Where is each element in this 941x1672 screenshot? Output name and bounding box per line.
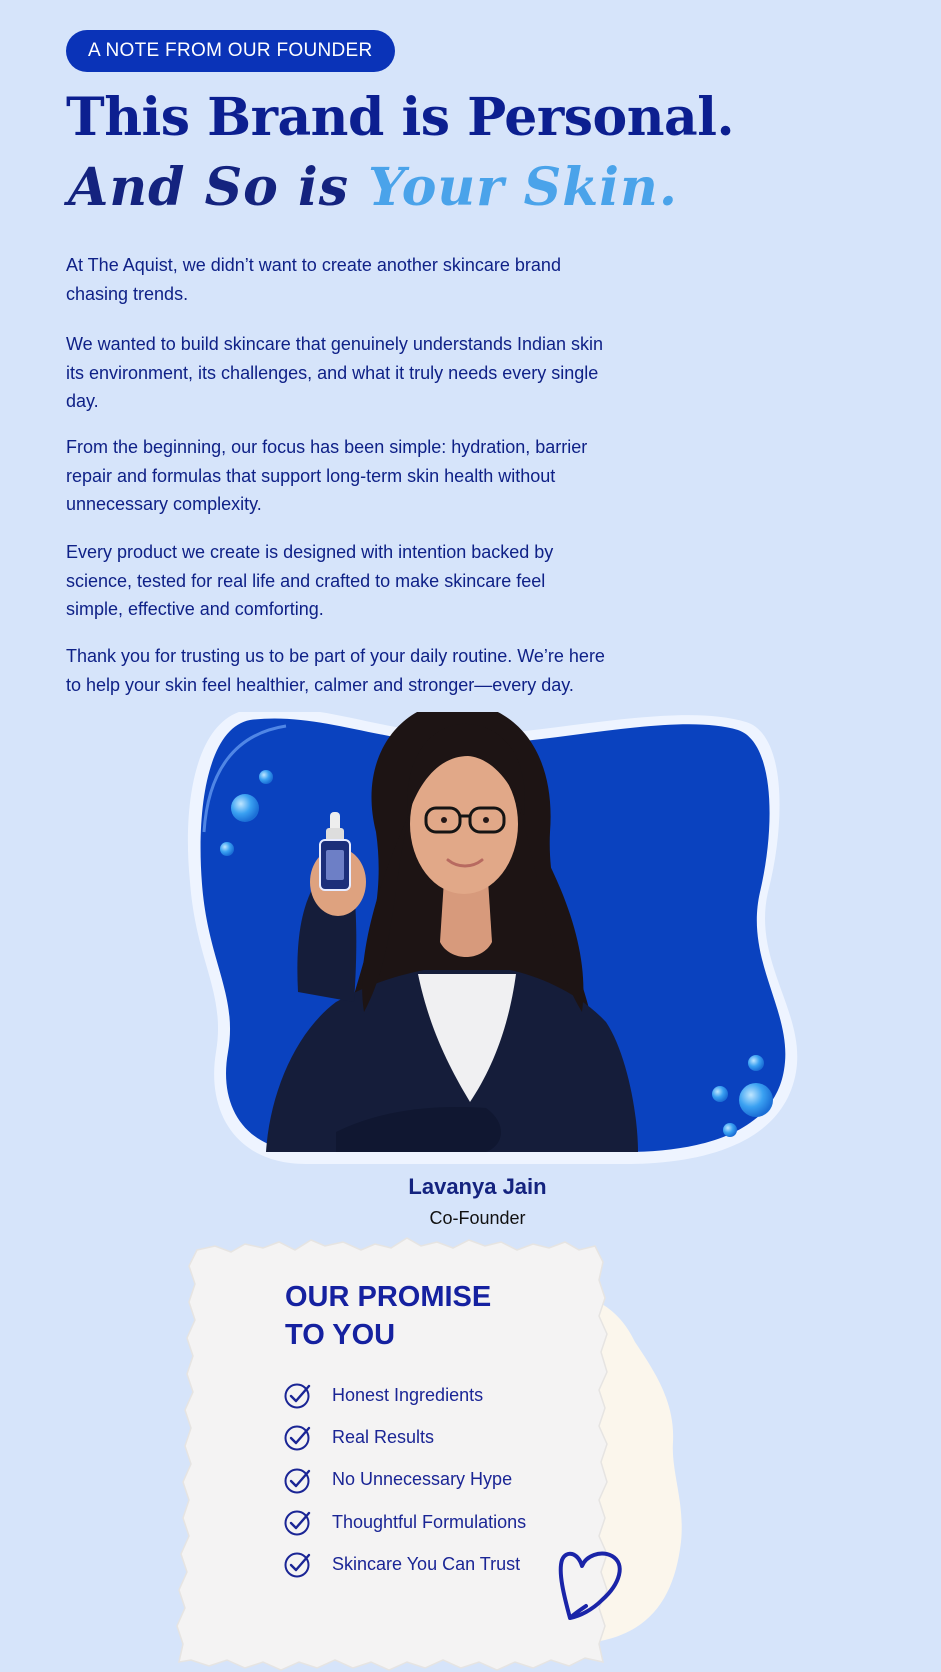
promise-item-label: Honest Ingredients — [332, 1384, 484, 1405]
heart-doodle-icon — [556, 1548, 626, 1624]
check-circle-icon — [284, 1423, 312, 1451]
promise-title-line-2: TO YOU — [285, 1319, 396, 1351]
check-circle-icon — [284, 1381, 312, 1409]
founder-paragraph-3: From the beginning, our focus has been simple: hydration, barrier repair and formulas that support long-term skin health without unnecessary complexity. — [66, 437, 588, 514]
subheadline-part-1: And So is — [68, 157, 369, 218]
founder-photo — [186, 712, 806, 1172]
badge-label: A NOTE FROM OUR FOUNDER — [88, 40, 373, 61]
check-circle-icon — [284, 1550, 312, 1578]
founder-paragraph-1: At The Aquist, we didn’t want to create another skincare brand chasing trends. — [66, 255, 561, 304]
founder-note-badge — [66, 30, 395, 72]
promise-list — [284, 1374, 526, 1585]
list-item — [284, 1501, 526, 1543]
founder-paragraph-2: We wanted to build skincare that genuinely understands Indian skin its environment, its challenges, and what it truly needs every single day. — [66, 334, 604, 411]
founder-name: Lavanya Jain — [408, 1174, 547, 1199]
promise-item-label: Real Results — [332, 1426, 435, 1447]
list-item — [284, 1416, 526, 1458]
promise-title — [285, 1278, 491, 1354]
promise-item-label: Skincare You Can Trust — [332, 1553, 521, 1574]
promise-title-line-1: OUR PROMISE — [285, 1281, 492, 1313]
founder-role: Co-Founder — [429, 1208, 526, 1228]
page-subheadline — [68, 158, 678, 218]
list-item — [284, 1459, 526, 1501]
check-circle-icon — [284, 1508, 312, 1536]
list-item — [284, 1543, 526, 1585]
founder-paragraph-5: Thank you for trusting us to be part of your daily routine. We’re here to help your skin feel healthier, calmer and stronger—every day. — [66, 646, 605, 695]
founder-paragraph-4: Every product we create is designed with intention backed by science, tested for real life and crafted to make skincare feel simple, effective and comforting. — [66, 542, 554, 619]
subheadline-part-2: Your Skin. — [368, 157, 678, 218]
promise-item-label: No Unnecessary Hype — [332, 1469, 513, 1490]
founder-photo-illustration — [186, 712, 806, 1172]
list-item — [284, 1374, 526, 1416]
page-headline: This Brand is Personal. — [66, 87, 735, 148]
promise-item-label: Thoughtful Formulations — [332, 1511, 527, 1532]
check-circle-icon — [284, 1466, 312, 1494]
